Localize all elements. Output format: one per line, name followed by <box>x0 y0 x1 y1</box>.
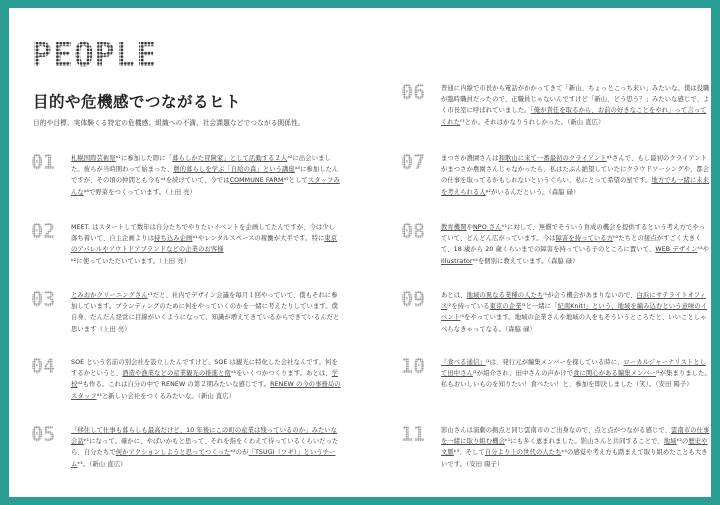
entry-text <box>441 222 711 267</box>
underlined-keyword: 「移住して仕事も暮らしも最高だけど、10 年後にこの町の産業は残っているのか」みたいな会話 <box>71 427 338 446</box>
body-text: ᵃ¹に参加した際に「 <box>115 155 173 162</box>
entry <box>31 219 341 267</box>
underlined-keyword: 「TSUGI（ツギ）」というチーム <box>71 449 336 468</box>
entry-text <box>71 222 341 267</box>
body-text: ʲ²が紹介され、田中さんの声かけで <box>472 370 574 378</box>
underlined-keyword: 何かアクションしようと思ってつくった <box>115 449 231 457</box>
underlined-keyword: スタッフみんな <box>71 177 340 196</box>
body-text: ⁱ³と一緒に「 <box>521 303 558 311</box>
body-text: SOE という名前の別会社を設立したんですけど、SOE は観光に特化した会社なんです。何をするかというと、 <box>71 359 338 378</box>
body-text: ᵏ¹にも多く恵まれました。影山さんと共同することで、 <box>504 438 664 446</box>
underlined-keyword: 持ち込み企画 <box>154 235 193 243</box>
underlined-keyword: 酒造や漁業などの産業観光の推進と宿 <box>122 370 231 378</box>
entry-text <box>71 357 341 402</box>
body-text: ᵈ³と新しい会社をつくるみたいな。（新山 直広） <box>96 392 236 400</box>
entry-text <box>441 153 711 198</box>
body-text: まつさか農園さんは <box>441 155 499 162</box>
underlined-keyword: 紀南Knit!」という、地域を編み込むという意味のイベント <box>441 303 708 322</box>
entry-text <box>441 425 711 470</box>
entry <box>401 422 711 470</box>
entry-number: 04 <box>31 356 71 376</box>
body-text: ᵈ²も作る。これは自分の中で RENEW の第２期みたいな感じです。 <box>77 381 271 389</box>
entry-number: 02 <box>31 221 71 241</box>
underlined-keyword: 暮らしかた冒険家」として活動する２人 <box>172 155 288 162</box>
body-text: ᵈ¹をいくつかつくります。あとは、 <box>230 370 332 378</box>
body-text: ᵏ²の <box>676 438 689 446</box>
body-text: 影山さんは演劇の拠点と同じ雲南市のご出身なので、点と点がつながる感じで、 <box>441 427 672 434</box>
entry-text <box>71 425 341 470</box>
body-text: ⁱ²を持っている <box>447 303 490 311</box>
body-text: ʰ¹に対して、無償でそういう育成の機会を提供するという考え方でやっていて、どんどん広がっています。今は <box>441 224 706 243</box>
entry-number: 11 <box>401 424 441 444</box>
underlined-keyword: 地域 <box>663 438 677 446</box>
body-text: ʰ⁴を個別に教えています。（森脇 碌） <box>472 257 579 265</box>
body-text: ⁱ⁴をやっています。地域の企業さんや地域の人をもそういうところだと、いいことしゃべらなきゃってなる。（森脇 碌） <box>441 314 707 333</box>
body-text: ᵏ⁴の感覚や考え方も踏まえて取り組めたことも大きいです。（安田 陽子） <box>441 449 708 468</box>
page-subtitle: 目的や目標、実体験くる特定の危機感、組織への不満、社会課題などでつながる関係性。 <box>33 119 305 127</box>
body-text: ʲ³が集まりました。私もおいしいものを知りたい！食べたい！と、参加を即決しました（笑）。（安田 陽子） <box>441 370 711 389</box>
entry-number: 07 <box>401 152 441 172</box>
underlined-keyword: 食に関心がある編集メンバー <box>573 370 656 378</box>
underlined-keyword: 札幌国際芸術祭 <box>71 155 116 162</box>
entry-number: 03 <box>31 289 71 309</box>
underlined-keyword: 歴史や文脈 <box>441 438 708 457</box>
underlined-keyword: ローカルジャーナリストとして田中さん <box>441 359 707 378</box>
body-text: ᵃ³に参加したんですが、その頃の仲間とも今もᵃ⁴を続けていて、今では <box>71 166 339 185</box>
entry <box>401 219 711 267</box>
underlined-keyword: 地方でも一緒に未来を考えられる人 <box>441 177 710 196</box>
body-text: ᵇ¹やレンタルスペースの稼働が大半です。特に <box>192 235 325 243</box>
entry-number: 01 <box>31 152 71 172</box>
body-text: ʰ²たちとの接点がすごく大きくて、18 歳から 20 歳くらいまでの障害を持っている子のところに置いて、 <box>441 235 702 254</box>
underlined-keyword: 和歌山に来て一番最初のクライアント <box>498 155 607 162</box>
underlined-keyword: 障害を持っている方 <box>555 235 614 243</box>
body-text: ᵍ²がいるんだという。（森脇 碌） <box>485 188 580 196</box>
body-text: あとは、 <box>441 292 467 299</box>
entry <box>31 287 341 335</box>
body-text: ʰ³や <box>697 246 710 254</box>
underlined-keyword: WEB デザイン <box>655 246 698 254</box>
body-text: ᵇ²に使っていただいています。（上田 亮） <box>71 257 191 265</box>
entry <box>31 422 341 470</box>
underlined-keyword: RENEW の今の事務局のスタッフ <box>71 381 341 400</box>
body-text: ᶜ¹だと、社内でデザイン会議を毎月１回やっていて、僕もそれに参加しています。ブランディングのために何をやっていくのかを一緒に考えたりしています。僕自身、だんだん経営に目線がいくようになって、知識が増えてきているからできているんだと思います（上田 亮） <box>71 292 340 333</box>
entry-text <box>441 83 711 128</box>
body-text: ᵃ⁶で野菜をつくっています。（上田 亮） <box>83 188 197 196</box>
entry-number: 10 <box>401 356 441 376</box>
body-text: ᶠ¹とか。それはかなりうれしかった。（新山 直広） <box>460 118 605 126</box>
underlined-keyword: 東京の企業 <box>489 303 522 311</box>
underlined-keyword: 「俺が責任を取るから、お前の好きなことをやれ」って言ってくれた <box>441 107 707 126</box>
entry-number: 08 <box>401 221 441 241</box>
body-text: や <box>466 224 473 231</box>
underlined-keyword: 雲南市の仕事を一緒に取り組む機会 <box>441 427 710 446</box>
entry-text <box>441 290 711 335</box>
body-text: ᵃ⁵として <box>283 177 308 185</box>
underlined-keyword: 白浜にサテライトオフィス <box>441 292 706 311</box>
people-logo: PEOPLE <box>32 35 158 74</box>
underlined-keyword: 自分より上の世代の人たち <box>484 449 562 457</box>
body-text: ⁱ¹が会う機会があまりないので、 <box>543 292 637 299</box>
body-text: ᵍ¹さんで、もし最初のクライアントがまつさか農園さんじゃなかったら、私はたぶん絶望していたにクラウドソーシングや、都会の仕事を取ってるかもしれないというぐらい、私にとって希望の星です。 <box>441 155 710 185</box>
body-text: ʲ¹は、発行元が編集メンバーを探している時に、 <box>485 359 624 366</box>
body-text: ᵃ²に出会いました。彼らが当時開わって始まった、 <box>71 155 331 174</box>
page <box>9 8 711 497</box>
underlined-keyword: NPO さん <box>473 224 502 231</box>
page-title: 目的や危機感でつながるヒト <box>33 93 242 111</box>
entry <box>31 150 341 198</box>
underlined-keyword: 『食べる通信』 <box>441 359 486 366</box>
underlined-keyword: 教育機関 <box>441 224 467 231</box>
body-text: ᵏ³、そして <box>453 449 485 457</box>
underlined-keyword: 農的暮らしを学ぶ「自給の森」という講座 <box>173 166 295 174</box>
entry-number: 09 <box>401 289 441 309</box>
body-text: ᵉ²のが <box>230 449 249 457</box>
entry-text <box>441 357 711 391</box>
underlined-keyword: 東京のアパレルやアウトドアブランドなどの企業のお客様 <box>71 235 338 254</box>
underlined-keyword: Illustrator <box>441 257 473 265</box>
underlined-keyword: COMMUNE FARM <box>229 177 284 185</box>
underlined-keyword: とみおかクリーニングさん <box>71 292 148 299</box>
entry-text <box>71 290 341 335</box>
entry <box>401 354 711 391</box>
underlined-keyword: 学校 <box>71 370 339 389</box>
entry-text <box>71 153 341 198</box>
body-text: 普通に内線で市長から電話がかかってきて「新山、ちょっとこっち来い」みたいな。僕は役職が臨時職員だったので、正職員じゃないんですけど「新山、どう思う？」みたいな感じで、よく市長室に呼ばれていました。 <box>441 85 710 115</box>
entry-number: 05 <box>31 424 71 444</box>
entry <box>401 150 711 198</box>
entry-number: 06 <box>401 82 441 102</box>
entry <box>31 354 341 402</box>
body-text: ᵉ³。（新山 直広） <box>77 460 127 468</box>
entry <box>401 287 711 335</box>
underlined-keyword: 地域の異なる業種の人たち <box>466 292 544 299</box>
body-text: ᵉ¹になって。確かに、やばいかもと思って、それを指をくわえて待っているくらいだったら、自分たちで <box>71 438 339 457</box>
entry <box>401 80 711 128</box>
body-text: MEET. はスタートして数年は自分たちでやりたいイベントを企画してたんですが、今は少し落ち着いて、自主企画よりは <box>71 224 336 243</box>
